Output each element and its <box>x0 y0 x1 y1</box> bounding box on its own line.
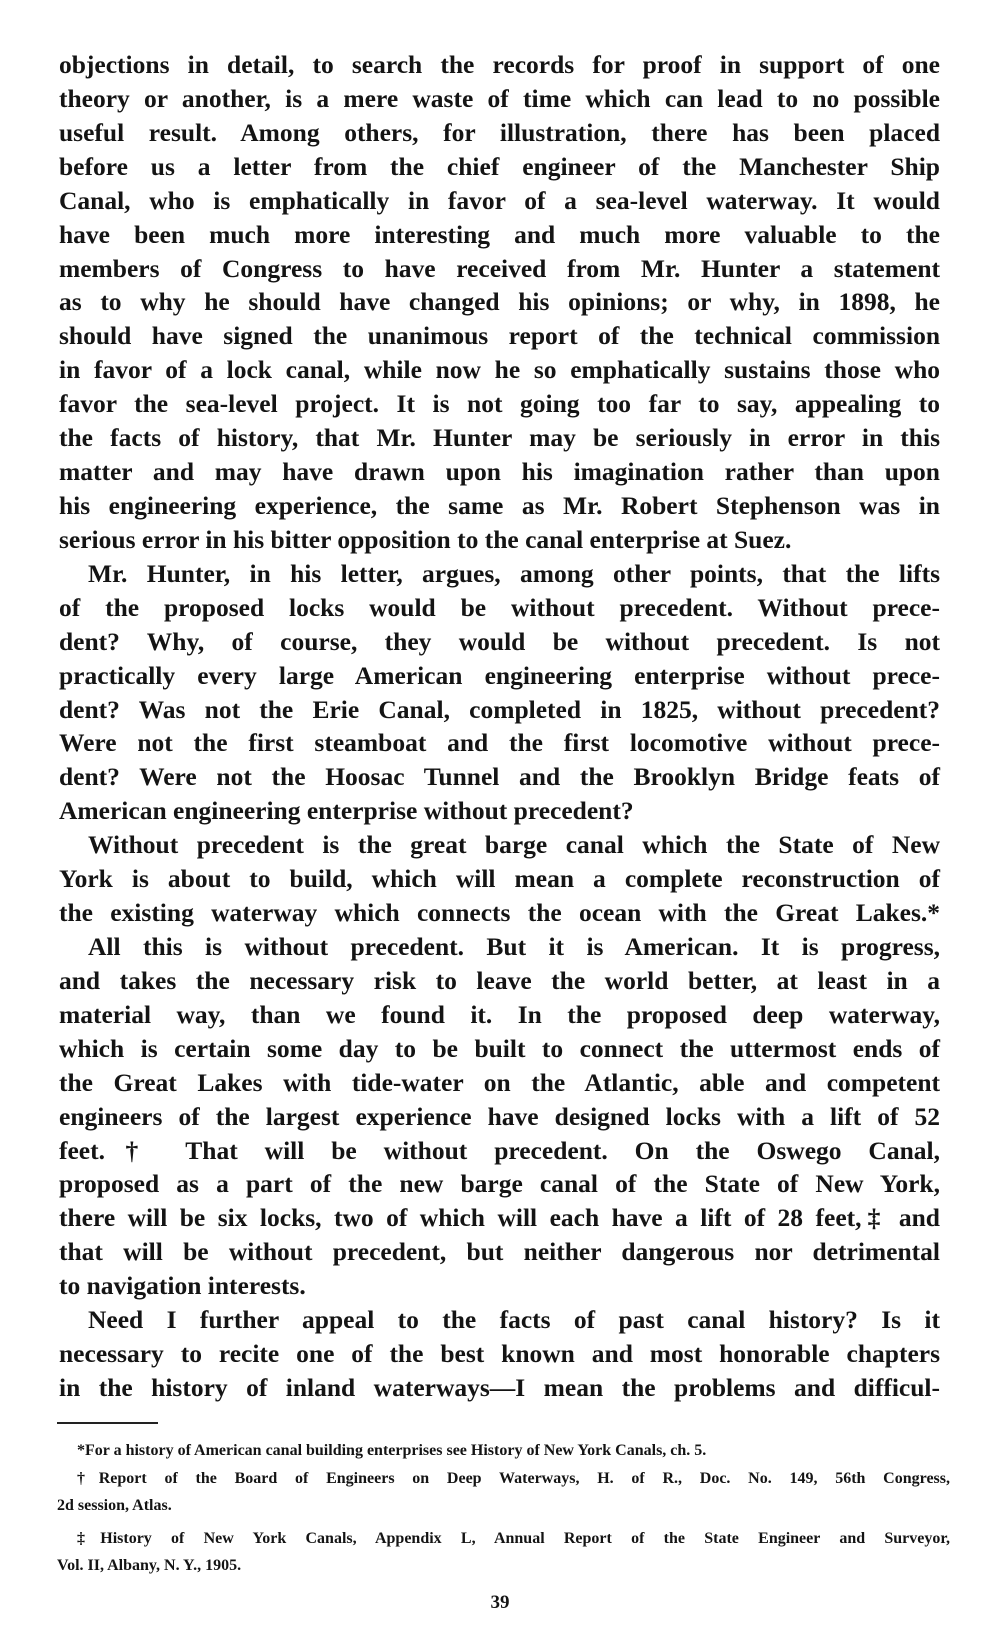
text-line: his engineering experience, the same as Mr. Robert Stephenson was in <box>59 490 940 520</box>
text-line: the facts of history, that Mr. Hunter may be seriously in error in this <box>59 423 940 453</box>
footnote-asterisk: *For a history of American canal building enterprises see History of New York Canals, ch. 5. <box>77 1442 707 1459</box>
text-line: dent? Why, of course, they would be without precedent. Is not <box>59 626 940 656</box>
paragraph-first-line: Need I further appeal to the facts of past canal history? Is it <box>88 1305 940 1335</box>
text-line: in favor of a lock canal, while now he so emphatically sustains those who <box>59 355 940 385</box>
text-line: material way, than we found it. In the proposed deep waterway, <box>59 999 940 1029</box>
text-line: useful result. Among others, for illustration, there has been placed <box>59 117 940 147</box>
text-line: engineers of the largest experience have designed locks with a lift of 52 <box>59 1101 940 1131</box>
text-line: objections in detail, to search the records for proof in support of one <box>59 50 940 79</box>
footnote-double-dagger-continued: Vol. II, Albany, N. Y., 1905. <box>57 1557 242 1574</box>
text-line: of the proposed locks would be without precedent. Without prece- <box>59 592 940 622</box>
footnote-dagger-continued: 2d session, Atlas. <box>57 1497 172 1514</box>
page-number: 39 <box>490 1592 510 1613</box>
text-line: have been much more interesting and much more valuable to the <box>59 219 940 249</box>
text-line: Canal, who is emphatically in favor of a sea-level waterway. It would <box>59 185 940 215</box>
text-line: should have signed the unanimous report of the technical commission <box>59 321 940 351</box>
text-line: American engineering enterprise without precedent? <box>59 796 634 826</box>
text-line: proposed as a part of the new barge canal of the State of New York, <box>59 1169 940 1199</box>
footnote-divider <box>57 1422 158 1424</box>
text-line: feet.† That will be without precedent. On the Oswego Canal, <box>59 1135 940 1165</box>
text-line: members of Congress to have received from Mr. Hunter a statement <box>59 253 940 283</box>
text-line: to navigation interests. <box>59 1271 306 1301</box>
text-line: there will be six locks, two of which will each have a lift of 28 feet,‡ and <box>59 1203 940 1233</box>
text-line: dent? Were not the Hoosac Tunnel and the Brooklyn Bridge feats of <box>59 762 940 792</box>
paragraph-first-line: Mr. Hunter, in his letter, argues, among other points, that the lifts <box>88 558 940 588</box>
text-line: York is about to build, which will mean a complete reconstruction of <box>59 864 940 894</box>
text-line: dent? Was not the Erie Canal, completed in 1825, without precedent? <box>59 694 940 724</box>
text-line: which is certain some day to be built to connect the uttermost ends of <box>59 1033 940 1063</box>
text-line: the Great Lakes with tide-water on the Atlantic, able and competent <box>59 1067 940 1097</box>
text-line: that will be without precedent, but neither dangerous nor detrimental <box>59 1237 940 1267</box>
text-line: Were not the first steamboat and the first locomotive without prece- <box>59 728 940 758</box>
text-line: before us a letter from the chief engineer of the Manchester Ship <box>59 151 940 181</box>
text-line: serious error in his bitter opposition to the canal enterprise at Suez. <box>59 524 792 554</box>
text-line: favor the sea-level project. It is not going too far to say, appealing to <box>59 389 940 419</box>
text-line: in the history of inland waterways—I mean the problems and difficul- <box>59 1372 940 1402</box>
body-text <box>59 48 940 1405</box>
paragraph-first-line: Without precedent is the great barge canal which the State of New <box>88 830 940 860</box>
text-line: as to why he should have changed his opinions; or why, in 1898, he <box>59 287 940 317</box>
text-line: and takes the necessary risk to leave the world better, at least in a <box>59 965 940 995</box>
footnote-dagger: †Report of the Board of Engineers on Deep Waterways, H. of R., Doc. No. 149, 56th Congress, <box>77 1470 950 1487</box>
paragraph-first-line: All this is without precedent. But it is American. It is progress, <box>88 931 940 961</box>
text-line: matter and may have drawn upon his imagination rather than upon <box>59 457 940 487</box>
text-line: practically every large American engineering enterprise without prece- <box>59 660 940 690</box>
text-line: theory or another, is a mere waste of time which can lead to no possible <box>59 83 940 113</box>
text-line: necessary to recite one of the best known and most honorable chapters <box>59 1339 940 1369</box>
footnote-double-dagger: ‡History of New York Canals, Appendix L, Annual Report of the State Engineer and Surveyor, <box>77 1530 950 1547</box>
text-line: the existing waterway which connects the ocean with the Great Lakes.* <box>59 898 940 928</box>
